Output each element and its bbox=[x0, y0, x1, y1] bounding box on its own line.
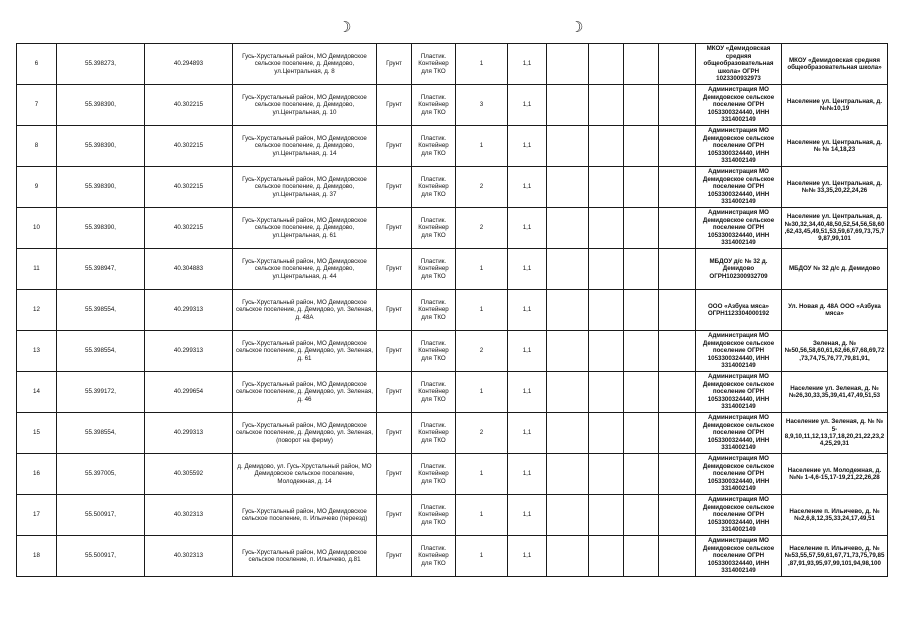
header-mark-right: ☽ bbox=[570, 18, 584, 36]
empty-cell-planned-volume bbox=[624, 495, 659, 536]
empty-cell-planned-count bbox=[589, 167, 624, 208]
container-count-cell: 1 bbox=[456, 495, 508, 536]
longitude-cell: 40.302215 bbox=[145, 208, 233, 249]
table-row bbox=[17, 126, 888, 167]
row-number: 18 bbox=[17, 536, 57, 577]
empty-cell-planned-count bbox=[589, 126, 624, 167]
surface-cell: Грунт bbox=[377, 249, 412, 290]
container-type-cell: Пластик. Контейнер для ТКО bbox=[412, 372, 456, 413]
sources-cell: Ул. Новая д. 48А ООО «Азбука мяса» bbox=[782, 290, 888, 331]
empty-cell-extra bbox=[659, 167, 696, 208]
empty-cell-planned-volume bbox=[624, 290, 659, 331]
empty-cell-planned bbox=[547, 331, 589, 372]
table-row bbox=[17, 331, 888, 372]
row-number: 9 bbox=[17, 167, 57, 208]
empty-cell-planned bbox=[547, 495, 589, 536]
row-number: 16 bbox=[17, 454, 57, 495]
container-volume-cell: 1,1 bbox=[508, 44, 547, 85]
empty-cell-planned-count bbox=[589, 372, 624, 413]
address-cell: Гусь-Хрустальный район, МО Демидовское сельское поселение, д. Демидово, ул.Центральная, д. 61 bbox=[233, 208, 377, 249]
empty-cell-planned-volume bbox=[624, 126, 659, 167]
owner-cell: ООО «Азбука мяса» ОГРН1123304000192 bbox=[696, 290, 782, 331]
address-cell: Гусь-Хрустальный район, МО Демидовское сельское поселение, д. Демидово, ул.Центральная, д. 10 bbox=[233, 85, 377, 126]
table-row bbox=[17, 249, 888, 290]
owner-cell: Администрация МО Демидовское сельское поселение ОГРН 1053300324440, ИНН 3314002149 bbox=[696, 372, 782, 413]
container-volume-cell: 1,1 bbox=[508, 331, 547, 372]
empty-cell-planned-count bbox=[589, 331, 624, 372]
container-count-cell: 2 bbox=[456, 331, 508, 372]
empty-cell-planned bbox=[547, 454, 589, 495]
sources-cell: Население ул. Молодежная, д. №№ 1-4,6-15,17-19,21,22,26,28 bbox=[782, 454, 888, 495]
longitude-cell: 40.294893 bbox=[145, 44, 233, 85]
container-volume-cell: 1,1 bbox=[508, 413, 547, 454]
sources-cell: Зеленая, д. № №50,56,58,60,61,62,66,67,68,69,72,73,74,75,76,77,79,81,91, bbox=[782, 331, 888, 372]
table-row bbox=[17, 167, 888, 208]
longitude-cell: 40.299313 bbox=[145, 413, 233, 454]
empty-cell-planned-volume bbox=[624, 536, 659, 577]
empty-cell-extra bbox=[659, 44, 696, 85]
container-count-cell: 1 bbox=[456, 44, 508, 85]
empty-cell-extra bbox=[659, 331, 696, 372]
empty-cell-planned-volume bbox=[624, 249, 659, 290]
container-count-cell: 1 bbox=[456, 249, 508, 290]
address-cell: Гусь-Хрустальный район, МО Демидовское сельское поселение, д. Демидово, ул.Центральная, д. 37 bbox=[233, 167, 377, 208]
empty-cell-planned-volume bbox=[624, 372, 659, 413]
surface-cell: Грунт bbox=[377, 290, 412, 331]
container-count-cell: 3 bbox=[456, 85, 508, 126]
sources-cell: Население п. Ильичево, д. № №2,6,8,12,35,33,24,17,49,51 bbox=[782, 495, 888, 536]
row-number: 12 bbox=[17, 290, 57, 331]
surface-cell: Грунт bbox=[377, 413, 412, 454]
latitude-cell: 55.398390, bbox=[57, 208, 145, 249]
empty-cell-planned bbox=[547, 44, 589, 85]
container-type-cell: Пластик. Контейнер для ТКО bbox=[412, 413, 456, 454]
table-row bbox=[17, 536, 888, 577]
longitude-cell: 40.302215 bbox=[145, 126, 233, 167]
container-type-cell: Пластик. Контейнер для ТКО bbox=[412, 249, 456, 290]
container-volume-cell: 1,1 bbox=[508, 85, 547, 126]
surface-cell: Грунт bbox=[377, 372, 412, 413]
container-volume-cell: 1,1 bbox=[508, 372, 547, 413]
row-number: 14 bbox=[17, 372, 57, 413]
table-row bbox=[17, 372, 888, 413]
waste-container-sites-table bbox=[16, 43, 888, 577]
container-count-cell: 1 bbox=[456, 126, 508, 167]
header-mark-left: ☽ bbox=[338, 18, 352, 36]
container-type-cell: Пластик. Контейнер для ТКО bbox=[412, 126, 456, 167]
sources-cell: Население ул. Центральная, д. №№10,19 bbox=[782, 85, 888, 126]
table-row bbox=[17, 44, 888, 85]
container-type-cell: Пластик. Контейнер для ТКО bbox=[412, 454, 456, 495]
empty-cell-planned bbox=[547, 249, 589, 290]
sources-cell: Население ул. Центральная, д. № № 14,18,23 bbox=[782, 126, 888, 167]
empty-cell-extra bbox=[659, 372, 696, 413]
owner-cell: Администрация МО Демидовское сельское поселение ОГРН 1053300324440, ИНН 3314002149 bbox=[696, 536, 782, 577]
sources-cell: Население п. Ильичево, д. № №53,55,57,59,61,67,71,73,75,79,85,87,91,93,95,97,99,101,94,98,100 bbox=[782, 536, 888, 577]
container-type-cell: Пластик. Контейнер для ТКО bbox=[412, 167, 456, 208]
table-row bbox=[17, 413, 888, 454]
sources-cell: МБДОУ № 32 д/с д. Демидово bbox=[782, 249, 888, 290]
surface-cell: Грунт bbox=[377, 44, 412, 85]
latitude-cell: 55.398390, bbox=[57, 85, 145, 126]
longitude-cell: 40.302313 bbox=[145, 495, 233, 536]
empty-cell-planned-count bbox=[589, 208, 624, 249]
address-cell: Гусь-Хрустальный район, МО Демидовское сельское поселение, п. Ильичево (переезд) bbox=[233, 495, 377, 536]
container-type-cell: Пластик. Контейнер для ТКО bbox=[412, 495, 456, 536]
table-row bbox=[17, 85, 888, 126]
empty-cell-planned-volume bbox=[624, 44, 659, 85]
owner-cell: Администрация МО Демидовское сельское поселение ОГРН 1053300324440, ИНН 3314002149 bbox=[696, 495, 782, 536]
row-number: 11 bbox=[17, 249, 57, 290]
longitude-cell: 40.302215 bbox=[145, 85, 233, 126]
surface-cell: Грунт bbox=[377, 454, 412, 495]
longitude-cell: 40.299313 bbox=[145, 331, 233, 372]
row-number: 13 bbox=[17, 331, 57, 372]
surface-cell: Грунт bbox=[377, 495, 412, 536]
container-volume-cell: 1,1 bbox=[508, 167, 547, 208]
empty-cell-planned bbox=[547, 126, 589, 167]
container-volume-cell: 1,1 bbox=[508, 495, 547, 536]
empty-cell-extra bbox=[659, 454, 696, 495]
owner-cell: МКОУ «Демидовская средняя общеобразовательная школа» ОГРН 1023300932973 bbox=[696, 44, 782, 85]
row-number: 6 bbox=[17, 44, 57, 85]
empty-cell-extra bbox=[659, 249, 696, 290]
sources-cell: Население ул. Центральная, д. №№ 33,35,20,22,24,26 bbox=[782, 167, 888, 208]
empty-cell-planned-count bbox=[589, 290, 624, 331]
latitude-cell: 55.397005, bbox=[57, 454, 145, 495]
empty-cell-planned bbox=[547, 85, 589, 126]
latitude-cell: 55.500917, bbox=[57, 536, 145, 577]
sources-cell: МКОУ «Демидовская средняя общеобразовательная школа» bbox=[782, 44, 888, 85]
container-volume-cell: 1,1 bbox=[508, 290, 547, 331]
empty-cell-planned bbox=[547, 372, 589, 413]
address-cell: Гусь-Хрустальный район, МО Демидовское сельское поселение, д. Демидово, ул. Зеленая, д. 48А bbox=[233, 290, 377, 331]
container-count-cell: 1 bbox=[456, 290, 508, 331]
surface-cell: Грунт bbox=[377, 126, 412, 167]
owner-cell: Администрация МО Демидовское сельское поселение ОГРН 1053300324440, ИНН 3314002149 bbox=[696, 85, 782, 126]
container-count-cell: 2 bbox=[456, 167, 508, 208]
latitude-cell: 55.398554, bbox=[57, 290, 145, 331]
table-row bbox=[17, 454, 888, 495]
latitude-cell: 55.398554, bbox=[57, 331, 145, 372]
owner-cell: Администрация МО Демидовское сельское поселение ОГРН 1053300324440, ИНН 3314002149 bbox=[696, 167, 782, 208]
container-count-cell: 1 bbox=[456, 536, 508, 577]
empty-cell-planned-volume bbox=[624, 85, 659, 126]
container-count-cell: 1 bbox=[456, 372, 508, 413]
container-type-cell: Пластик. Контейнер для ТКО bbox=[412, 44, 456, 85]
latitude-cell: 55.398390, bbox=[57, 167, 145, 208]
longitude-cell: 40.302313 bbox=[145, 536, 233, 577]
address-cell: Гусь-Хрустальный район, МО Демидовское сельское поселение, д. Демидово, ул. Зеленая, (поворот на ферму) bbox=[233, 413, 377, 454]
surface-cell: Грунт bbox=[377, 331, 412, 372]
row-number: 17 bbox=[17, 495, 57, 536]
owner-cell: Администрация МО Демидовское сельское поселение ОГРН 1053300324440, ИНН 3314002149 bbox=[696, 413, 782, 454]
owner-cell: Администрация МО Демидовское сельское поселение ОГРН 1053300324440, ИНН 3314002149 bbox=[696, 126, 782, 167]
address-cell: Гусь-Хрустальный район, МО Демидовское сельское поселение, д. Демидово, ул.Центральная, д. 44 bbox=[233, 249, 377, 290]
container-volume-cell: 1,1 bbox=[508, 454, 547, 495]
empty-cell-planned bbox=[547, 208, 589, 249]
latitude-cell: 55.398554, bbox=[57, 413, 145, 454]
empty-cell-planned-volume bbox=[624, 331, 659, 372]
empty-cell-extra bbox=[659, 536, 696, 577]
latitude-cell: 55.398273, bbox=[57, 44, 145, 85]
address-cell: д. Демидово, ул. Гусь-Хрустальный район, МО Демидовское сельское поселение, Молодежная, д. 14 bbox=[233, 454, 377, 495]
empty-cell-planned-volume bbox=[624, 413, 659, 454]
empty-cell-planned-count bbox=[589, 249, 624, 290]
empty-cell-planned-volume bbox=[624, 208, 659, 249]
surface-cell: Грунт bbox=[377, 85, 412, 126]
empty-cell-planned-count bbox=[589, 413, 624, 454]
table-row bbox=[17, 290, 888, 331]
empty-cell-planned-count bbox=[589, 536, 624, 577]
container-type-cell: Пластик. Контейнер для ТКО bbox=[412, 536, 456, 577]
empty-cell-planned bbox=[547, 536, 589, 577]
container-volume-cell: 1,1 bbox=[508, 249, 547, 290]
container-type-cell: Пластик. Контейнер для ТКО bbox=[412, 85, 456, 126]
address-cell: Гусь-Хрустальный район, МО Демидовское сельское поселение, д. Демидово, ул.Центральная, д. 14 bbox=[233, 126, 377, 167]
empty-cell-planned bbox=[547, 290, 589, 331]
empty-cell-planned-count bbox=[589, 85, 624, 126]
longitude-cell: 40.304883 bbox=[145, 249, 233, 290]
row-number: 7 bbox=[17, 85, 57, 126]
empty-cell-planned-count bbox=[589, 44, 624, 85]
latitude-cell: 55.500917, bbox=[57, 495, 145, 536]
row-number: 8 bbox=[17, 126, 57, 167]
owner-cell: МБДОУ д/с № 32 д. Демидово ОГРН102300932709 bbox=[696, 249, 782, 290]
latitude-cell: 55.398947, bbox=[57, 249, 145, 290]
empty-cell-planned-count bbox=[589, 454, 624, 495]
empty-cell-extra bbox=[659, 495, 696, 536]
container-volume-cell: 1,1 bbox=[508, 126, 547, 167]
sources-cell: Население ул. Зеленая, д. № № 5-8,9,10,11,12,13,17,18,20,21,22,23,24,25,29,31 bbox=[782, 413, 888, 454]
table-row bbox=[17, 495, 888, 536]
container-volume-cell: 1,1 bbox=[508, 208, 547, 249]
container-count-cell: 2 bbox=[456, 413, 508, 454]
row-number: 10 bbox=[17, 208, 57, 249]
container-volume-cell: 1,1 bbox=[508, 536, 547, 577]
longitude-cell: 40.299654 bbox=[145, 372, 233, 413]
table-row bbox=[17, 208, 888, 249]
address-cell: Гусь-Хрустальный район, МО Демидовское сельское поселение, д. Демидово, ул. Зеленая, д. 61 bbox=[233, 331, 377, 372]
sources-cell: Население ул. Центральная, д. №30,32,34,40,48,50,52,54,56,58,60,62,43,45,49,51,53,59,67,69,73,75,79,87,99,101 bbox=[782, 208, 888, 249]
surface-cell: Грунт bbox=[377, 536, 412, 577]
container-count-cell: 2 bbox=[456, 208, 508, 249]
empty-cell-planned-volume bbox=[624, 167, 659, 208]
empty-cell-extra bbox=[659, 413, 696, 454]
empty-cell-planned-volume bbox=[624, 454, 659, 495]
empty-cell-planned bbox=[547, 413, 589, 454]
row-number: 15 bbox=[17, 413, 57, 454]
surface-cell: Грунт bbox=[377, 208, 412, 249]
address-cell: Гусь-Хрустальный район, МО Демидовское сельское поселение, п. Ильичево, д.81 bbox=[233, 536, 377, 577]
container-type-cell: Пластик. Контейнер для ТКО bbox=[412, 290, 456, 331]
owner-cell: Администрация МО Демидовское сельское поселение ОГРН 1053300324440, ИНН 3314002149 bbox=[696, 454, 782, 495]
container-count-cell: 1 bbox=[456, 454, 508, 495]
latitude-cell: 55.398390, bbox=[57, 126, 145, 167]
container-type-cell: Пластик. Контейнер для ТКО bbox=[412, 331, 456, 372]
owner-cell: Администрация МО Демидовское сельское поселение ОГРН 1053300324440, ИНН 3314002149 bbox=[696, 331, 782, 372]
longitude-cell: 40.299313 bbox=[145, 290, 233, 331]
surface-cell: Грунт bbox=[377, 167, 412, 208]
container-type-cell: Пластик. Контейнер для ТКО bbox=[412, 208, 456, 249]
longitude-cell: 40.305592 bbox=[145, 454, 233, 495]
empty-cell-extra bbox=[659, 126, 696, 167]
latitude-cell: 55.399172, bbox=[57, 372, 145, 413]
longitude-cell: 40.302215 bbox=[145, 167, 233, 208]
empty-cell-extra bbox=[659, 85, 696, 126]
empty-cell-planned-count bbox=[589, 495, 624, 536]
empty-cell-planned bbox=[547, 167, 589, 208]
address-cell: Гусь-Хрустальный район, МО Демидовское сельское поселение, д. Демидово, ул. Зеленая, д. 46 bbox=[233, 372, 377, 413]
owner-cell: Администрация МО Демидовское сельское поселение ОГРН 1053300324440, ИНН 3314002149 bbox=[696, 208, 782, 249]
empty-cell-extra bbox=[659, 290, 696, 331]
empty-cell-extra bbox=[659, 208, 696, 249]
address-cell: Гусь-Хрустальный район, МО Демидовское сельское поселение, д. Демидово, ул.Центральная, д. 8 bbox=[233, 44, 377, 85]
sources-cell: Население ул. Зеленая, д. № №26,30,33,35,39,41,47,49,51,53 bbox=[782, 372, 888, 413]
